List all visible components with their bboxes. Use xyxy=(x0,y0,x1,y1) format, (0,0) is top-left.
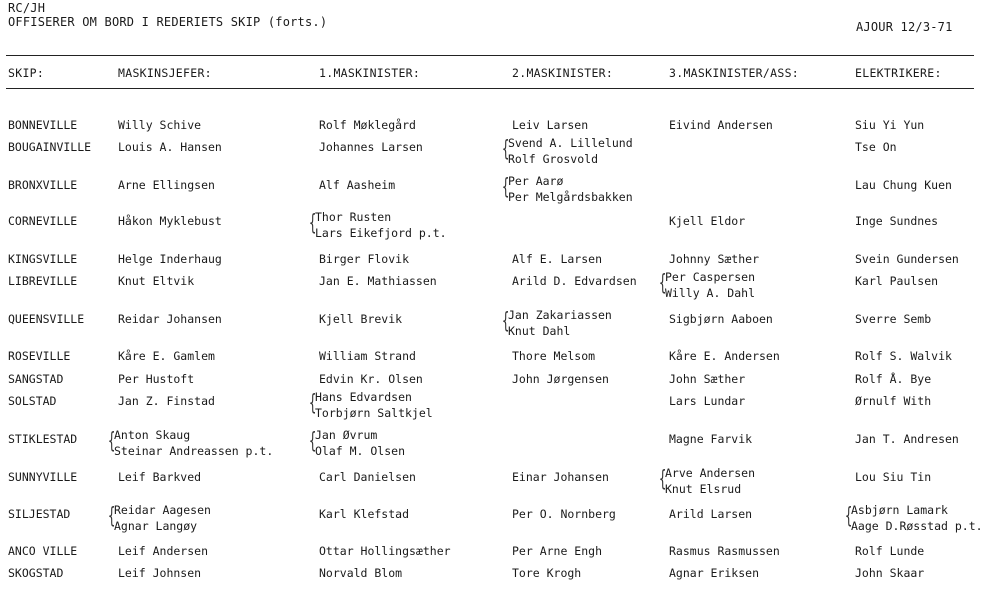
electrician: Lau Chung Kuen xyxy=(855,178,952,192)
electrician: Rolf S. Walvik xyxy=(855,349,952,363)
first-engineer: Carl Danielsen xyxy=(319,470,416,484)
chief-engineer-cell xyxy=(114,502,211,534)
third-engineer-cell xyxy=(669,251,759,267)
ship-name: QUEENSVILLE xyxy=(8,312,85,326)
electrician-cell xyxy=(855,393,931,409)
second-engineer-cell xyxy=(508,307,612,339)
grouping-brace: { xyxy=(502,309,510,334)
second-engineer: Thore Melsom xyxy=(512,349,596,363)
second-engineer: Per Melgårdsbakken xyxy=(508,190,633,204)
second-engineer: Per Arne Engh xyxy=(512,544,603,558)
electrician-cell xyxy=(851,502,983,534)
chief-engineer-cell xyxy=(118,251,222,267)
third-engineer: Lars Lundar xyxy=(669,394,746,408)
chief-engineer-cell xyxy=(118,177,215,193)
electrician-cell xyxy=(855,469,931,485)
second-engineer-cell xyxy=(508,135,633,167)
chief-engineer: Per Hustoft xyxy=(118,372,195,386)
chief-engineer-cell xyxy=(118,213,222,229)
chief-engineer-cell xyxy=(118,565,201,581)
chief-engineer: Louis A. Hansen xyxy=(118,140,222,154)
top-rule xyxy=(6,55,974,56)
ship-name: SANGSTAD xyxy=(8,372,64,386)
third-engineer-cell xyxy=(665,465,755,497)
second-engineer-cell xyxy=(512,251,602,267)
second-engineer: Leiv Larsen xyxy=(512,118,589,132)
chief-engineer-cell xyxy=(118,348,215,364)
electrician-cell xyxy=(855,177,952,193)
first-engineer: Edvin Kr. Olsen xyxy=(319,372,423,386)
second-engineer: Per Aarø xyxy=(508,174,564,188)
electrician: Rolf Å. Bye xyxy=(855,372,932,386)
electrician-cell xyxy=(855,251,959,267)
ship-name: BONNEVILLE xyxy=(8,118,78,132)
electrician: Inge Sundnes xyxy=(855,214,939,228)
first-engineer-cell xyxy=(319,506,409,522)
third-engineer: Sigbjørn Aaboen xyxy=(669,312,773,326)
chief-engineer: Helge Inderhaug xyxy=(118,252,222,266)
third-engineer: Per Caspersen xyxy=(665,270,756,284)
chief-engineer: Agnar Langøy xyxy=(114,519,198,533)
chief-engineer-cell xyxy=(118,393,215,409)
chief-engineer-cell xyxy=(118,117,201,133)
chief-engineer-cell xyxy=(118,469,201,485)
electrician: John Skaar xyxy=(855,566,925,580)
electrician-cell xyxy=(855,311,931,327)
chief-engineer: Jan Z. Finstad xyxy=(118,394,215,408)
first-engineer-cell xyxy=(319,469,416,485)
update-date: AJOUR 12/3-71 xyxy=(856,20,953,34)
electrician-cell xyxy=(855,543,924,559)
second-engineer: Arild D. Edvardsen xyxy=(512,274,637,288)
first-engineer-cell xyxy=(319,117,416,133)
second-engineer: Jan Zakariassen xyxy=(508,308,612,322)
chief-engineer-cell xyxy=(118,371,194,387)
grouping-brace: { xyxy=(108,429,116,454)
electrician: Aage D.Røsstad p.t. xyxy=(851,519,983,533)
third-engineer: Kåre E. Andersen xyxy=(669,349,780,363)
second-engineer: Tore Krogh xyxy=(512,566,582,580)
column-header-second-engineers: 2.MASKINISTER: xyxy=(512,66,614,80)
first-engineer: Jan E. Mathiassen xyxy=(319,274,437,288)
grouping-brace: { xyxy=(309,429,317,454)
electrician: Asbjørn Lamark xyxy=(851,503,948,517)
document-title: OFFISERER OM BORD I REDERIETS SKIP (forts.) xyxy=(8,15,328,29)
grouping-brace: { xyxy=(845,504,853,529)
third-engineer-cell xyxy=(669,565,759,581)
third-engineer-cell xyxy=(669,371,745,387)
ship-name: BOUGAINVILLE xyxy=(8,140,92,154)
initials: RC/JH xyxy=(8,1,46,15)
chief-engineer-cell xyxy=(114,427,273,459)
chief-engineer-cell xyxy=(118,139,222,155)
third-engineer-cell xyxy=(669,348,780,364)
chief-engineer: Anton Skaug xyxy=(114,428,191,442)
chief-engineer: Kåre E. Gamlem xyxy=(118,349,215,363)
first-engineer: Lars Eikefjord p.t. xyxy=(315,226,447,240)
ship-name: KINGSVILLE xyxy=(8,252,78,266)
first-engineer-cell xyxy=(319,348,416,364)
third-engineer: Arve Andersen xyxy=(665,466,756,480)
ship-name: LIBREVILLE xyxy=(8,274,78,288)
ship-name: CORNEVILLE xyxy=(8,214,78,228)
first-engineer: Thor Rusten xyxy=(315,210,392,224)
chief-engineer-cell xyxy=(118,273,194,289)
chief-engineer: Leif Barkved xyxy=(118,470,202,484)
first-engineer-cell xyxy=(319,177,395,193)
electrician-cell xyxy=(855,565,924,581)
electrician: Svein Gundersen xyxy=(855,252,959,266)
first-engineer: Torbjørn Saltkjel xyxy=(315,406,433,420)
second-engineer-cell xyxy=(512,117,588,133)
electrician-cell xyxy=(855,371,931,387)
third-engineer: Knut Elsrud xyxy=(665,482,742,496)
chief-engineer: Leif Andersen xyxy=(118,544,209,558)
third-engineer-cell xyxy=(665,269,755,301)
first-engineer: Kjell Brevik xyxy=(319,312,403,326)
chief-engineer: Reidar Johansen xyxy=(118,312,222,326)
first-engineer-cell xyxy=(319,273,437,289)
first-engineer-cell xyxy=(315,209,447,241)
first-engineer: Karl Klefstad xyxy=(319,507,410,521)
first-engineer: Alf Aasheim xyxy=(319,178,396,192)
second-engineer: Per O. Nornberg xyxy=(512,507,616,521)
second-engineer: Knut Dahl xyxy=(508,324,571,338)
second-engineer-cell xyxy=(512,371,609,387)
second-engineer-cell xyxy=(512,348,595,364)
third-engineer-cell xyxy=(669,543,780,559)
first-engineer: Birger Flovik xyxy=(319,252,410,266)
ship-name: SUNNYVILLE xyxy=(8,470,78,484)
first-engineer: Rolf Møklegård xyxy=(319,118,416,132)
electrician-cell xyxy=(855,213,938,229)
electrician-cell xyxy=(855,139,897,155)
second-engineer-cell xyxy=(512,273,637,289)
ship-name: STIKLESTAD xyxy=(8,432,78,446)
grouping-brace: { xyxy=(502,137,510,162)
grouping-brace: { xyxy=(108,504,116,529)
first-engineer-cell xyxy=(319,543,451,559)
first-engineer-cell xyxy=(319,139,423,155)
third-engineer-cell xyxy=(669,213,745,229)
second-engineer: John Jørgensen xyxy=(512,372,609,386)
chief-engineer: Leif Johnsen xyxy=(118,566,202,580)
third-engineer: Kjell Eldor xyxy=(669,214,746,228)
first-engineer: Hans Edvardsen xyxy=(315,390,412,404)
third-engineer-cell xyxy=(669,431,752,447)
first-engineer-cell xyxy=(319,311,402,327)
second-engineer-cell xyxy=(512,565,581,581)
electrician: Siu Yi Yun xyxy=(855,118,925,132)
first-engineer-cell xyxy=(319,565,402,581)
column-header-chief-engineers: MASKINSJEFER: xyxy=(118,66,212,80)
column-header-electricians: ELEKTRIKERE: xyxy=(855,66,942,80)
ship-name: SILJESTAD xyxy=(8,507,71,521)
third-engineer-cell xyxy=(669,393,745,409)
chief-engineer: Steinar Andreassen p.t. xyxy=(114,444,274,458)
third-engineer: John Sæther xyxy=(669,372,746,386)
electrician: Ørnulf With xyxy=(855,394,932,408)
chief-engineer: Arne Ellingsen xyxy=(118,178,215,192)
grouping-brace: { xyxy=(659,271,667,296)
electrician: Sverre Semb xyxy=(855,312,932,326)
electrician: Karl Paulsen xyxy=(855,274,939,288)
grouping-brace: { xyxy=(659,467,667,492)
ship-name: SOLSTAD xyxy=(8,394,57,408)
second-engineer: Alf E. Larsen xyxy=(512,252,603,266)
third-engineer: Agnar Eriksen xyxy=(669,566,760,580)
third-engineer: Eivind Andersen xyxy=(669,118,773,132)
third-engineer-cell xyxy=(669,117,773,133)
first-engineer: Ottar Hollingsæther xyxy=(319,544,451,558)
column-header-third-engineers: 3.MASKINISTER/ASS: xyxy=(669,66,800,80)
third-engineer-cell xyxy=(669,506,752,522)
electrician: Jan T. Andresen xyxy=(855,432,959,446)
first-engineer-cell xyxy=(319,371,423,387)
third-engineer: Rasmus Rasmussen xyxy=(669,544,780,558)
chief-engineer: Reidar Aagesen xyxy=(114,503,211,517)
second-engineer-cell xyxy=(512,506,616,522)
header-rule xyxy=(6,88,974,89)
electrician-cell xyxy=(855,117,924,133)
first-engineer: Jan Øvrum xyxy=(315,428,378,442)
chief-engineer-cell xyxy=(118,311,222,327)
first-engineer: Johannes Larsen xyxy=(319,140,423,154)
first-engineer: Olaf M. Olsen xyxy=(315,444,406,458)
third-engineer: Arild Larsen xyxy=(669,507,753,521)
electrician-cell xyxy=(855,273,938,289)
second-engineer-cell xyxy=(512,543,602,559)
third-engineer-cell xyxy=(669,311,773,327)
chief-engineer: Håkon Myklebust xyxy=(118,214,222,228)
second-engineer: Rolf Grosvold xyxy=(508,152,599,166)
first-engineer-cell xyxy=(315,389,433,421)
second-engineer: Einar Johansen xyxy=(512,470,609,484)
grouping-brace: { xyxy=(309,211,317,236)
chief-engineer: Willy Schive xyxy=(118,118,202,132)
first-engineer: William Strand xyxy=(319,349,416,363)
first-engineer-cell xyxy=(315,427,405,459)
third-engineer: Johnny Sæther xyxy=(669,252,760,266)
ship-name: ANCO VILLE xyxy=(8,544,78,558)
electrician: Lou Siu Tin xyxy=(855,470,932,484)
ship-name: ROSEVILLE xyxy=(8,349,71,363)
second-engineer-cell xyxy=(508,173,633,205)
ship-name: BRONXVILLE xyxy=(8,178,78,192)
chief-engineer-cell xyxy=(118,543,208,559)
electrician-cell xyxy=(855,431,959,447)
first-engineer-cell xyxy=(319,251,409,267)
third-engineer: Willy A. Dahl xyxy=(665,286,756,300)
chief-engineer: Knut Eltvik xyxy=(118,274,195,288)
electrician-cell xyxy=(855,348,952,364)
ship-name: SKOGSTAD xyxy=(8,566,64,580)
column-header-first-engineers: 1.MASKINISTER: xyxy=(319,66,421,80)
column-header-ship: SKIP: xyxy=(8,66,45,80)
first-engineer: Norvald Blom xyxy=(319,566,403,580)
second-engineer-cell xyxy=(512,469,609,485)
electrician: Rolf Lunde xyxy=(855,544,925,558)
second-engineer: Svend A. Lillelund xyxy=(508,136,633,150)
electrician: Tse On xyxy=(855,140,897,154)
grouping-brace: { xyxy=(309,391,317,416)
third-engineer: Magne Farvik xyxy=(669,432,753,446)
grouping-brace: { xyxy=(502,175,510,200)
